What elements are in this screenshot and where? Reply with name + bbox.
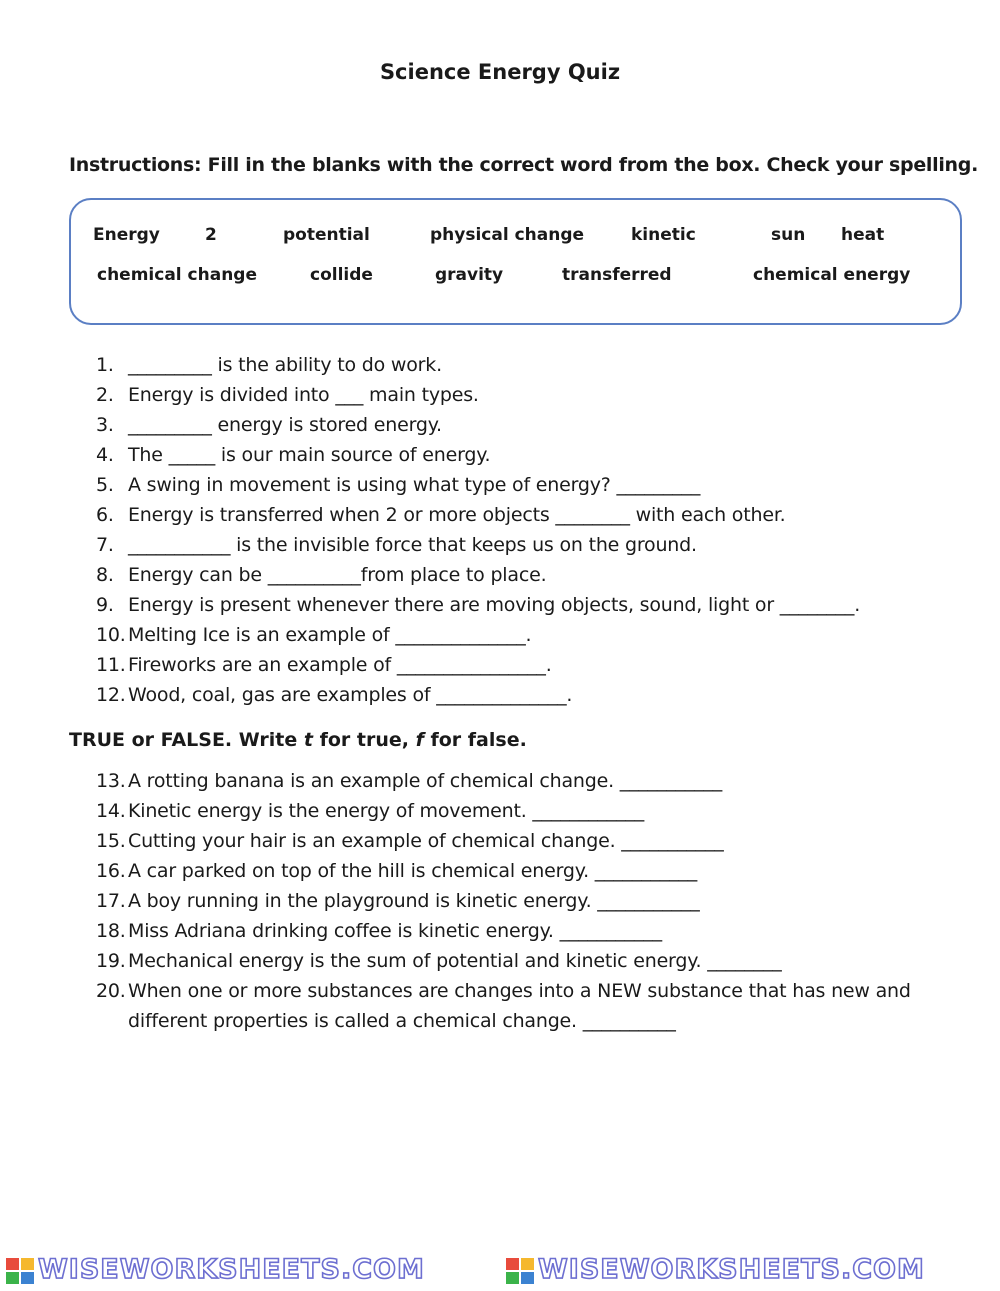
footer-watermark [0, 1252, 1000, 1291]
word-bank-item: 2 [205, 225, 217, 245]
question-text: ___________ is the invisible force that keeps us on the ground. [128, 534, 697, 556]
question-number: 20. [96, 980, 126, 1002]
page-title: Science Energy Quiz [379, 60, 621, 84]
tf-heading-post: for false. [423, 729, 527, 751]
question-item [96, 474, 700, 496]
tf-item [96, 770, 722, 792]
tf-item [96, 860, 697, 882]
brand-text: WISEWORKSHEETS.COM [538, 1254, 925, 1285]
tf-heading-pre: TRUE or FALSE. Write [69, 729, 304, 751]
question-text: Melting Ice is an example of ______________. [128, 624, 532, 646]
question-item [96, 444, 490, 466]
word-bank-item: gravity [435, 265, 504, 285]
question-text: Energy is divided into ___ main types. [128, 384, 479, 406]
question-number: 1. [96, 354, 114, 376]
question-number: 4. [96, 444, 114, 466]
question-number: 18. [96, 920, 126, 942]
question-item [96, 564, 546, 586]
word-bank-item: heat [841, 225, 885, 245]
word-bank-item: transferred [562, 265, 672, 285]
question-item [96, 624, 531, 646]
true-false-heading [69, 729, 527, 751]
question-number: 19. [96, 950, 126, 972]
question-item [96, 504, 786, 526]
word-bank [69, 198, 962, 325]
tf-item [96, 950, 782, 972]
question-text-continued: different properties is called a chemical change. __________ [128, 1010, 676, 1032]
tf-item [96, 980, 911, 1002]
question-number: 15. [96, 830, 126, 852]
question-number: 8. [96, 564, 114, 586]
question-number: 6. [96, 504, 114, 526]
question-number: 7. [96, 534, 114, 556]
question-number: 12. [96, 684, 126, 706]
question-item [96, 354, 442, 376]
question-item [96, 384, 479, 406]
question-text: A rotting banana is an example of chemical change. ___________ [128, 770, 723, 792]
question-number: 2. [96, 384, 114, 406]
question-number: 10. [96, 624, 126, 646]
question-text: Fireworks are an example of ________________. [128, 654, 552, 676]
question-number: 14. [96, 800, 126, 822]
question-number: 5. [96, 474, 114, 496]
word-bank-item: collide [310, 265, 373, 285]
brand-logo-icon [6, 1258, 34, 1284]
tf-item [96, 920, 662, 942]
tf-item [96, 830, 724, 852]
question-text: Cutting your hair is an example of chemical change. ___________ [128, 830, 724, 852]
tf-item [96, 890, 700, 912]
question-number: 9. [96, 594, 114, 616]
question-number: 16. [96, 860, 126, 882]
question-text: A swing in movement is using what type of energy? _________ [128, 474, 701, 496]
tf-heading-f: f [415, 729, 424, 751]
tf-heading-t: t [303, 729, 313, 751]
question-number: 13. [96, 770, 126, 792]
brand-text: WISEWORKSHEETS.COM [38, 1254, 425, 1285]
question-item [96, 684, 572, 706]
word-bank-item: chemical energy [753, 265, 911, 285]
word-bank-item: chemical change [97, 265, 257, 285]
question-item [96, 534, 697, 556]
question-number: 17. [96, 890, 126, 912]
word-bank-item: Energy [93, 225, 160, 245]
word-bank-item: physical change [430, 225, 585, 245]
question-text: When one or more substances are changes into a NEW substance that has new and [128, 980, 911, 1002]
question-text: Energy is present whenever there are moving objects, sound, light or ________. [128, 594, 861, 616]
question-item [96, 414, 442, 436]
question-text: Wood, coal, gas are examples of ______________. [128, 684, 573, 706]
question-text: A boy running in the playground is kinetic energy. ___________ [128, 890, 700, 912]
question-text: The _____ is our main source of energy. [128, 444, 491, 466]
question-text: Miss Adriana drinking coffee is kinetic energy. ___________ [128, 920, 662, 942]
question-item [96, 594, 860, 616]
tf-heading-mid: for true, [312, 729, 416, 751]
question-item [96, 654, 552, 676]
question-number: 11. [96, 654, 126, 676]
tf-item [96, 800, 644, 822]
question-text: Mechanical energy is the sum of potential and kinetic energy. ________ [128, 950, 782, 972]
question-text: Energy can be __________from place to place. [128, 564, 547, 586]
brand-logo-icon [506, 1258, 534, 1284]
question-text: _________ energy is stored energy. [128, 414, 442, 436]
question-text: Kinetic energy is the energy of movement. ____________ [128, 800, 644, 822]
question-text: A car parked on top of the hill is chemical energy. ___________ [128, 860, 698, 882]
question-text: _________ is the ability to do work. [128, 354, 442, 376]
question-text: Energy is transferred when 2 or more objects ________ with each other. [128, 504, 786, 526]
word-bank-item: sun [771, 225, 806, 245]
instructions: Instructions: Fill in the blanks with the correct word from the box. Check your spelling. [69, 154, 979, 176]
word-bank-item: potential [283, 225, 370, 245]
word-bank-item: kinetic [631, 225, 696, 245]
question-number: 3. [96, 414, 114, 436]
